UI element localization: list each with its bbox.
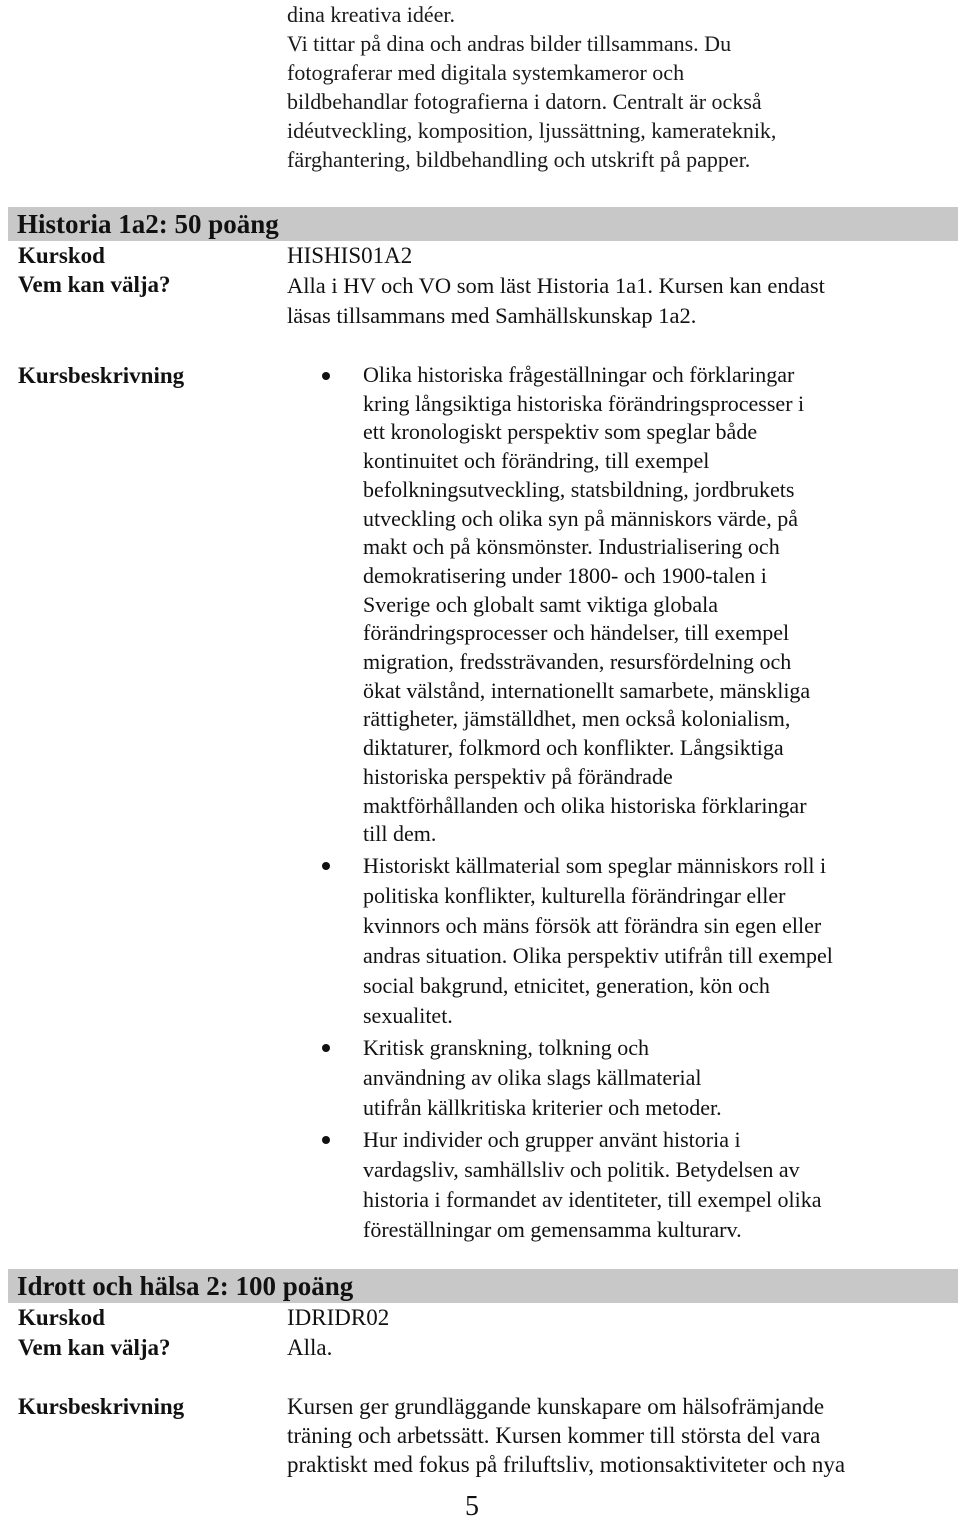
list-line: vardagsliv, samhällsliv och politik. Betydelsen av (363, 1156, 800, 1182)
kurskod-label: Kurskod (18, 1305, 105, 1330)
intro-line: fotograferar med digitala systemkameror och (287, 60, 685, 85)
page-number: 5 (465, 1491, 479, 1522)
list-line: ökat välstånd, internationellt samarbete, mänskliga (363, 677, 811, 703)
list-line: rättigheter, jämställdhet, men också kolonialism, (363, 706, 791, 732)
kursbeskrivning-label: Kursbeskrivning (18, 363, 185, 388)
vem-kan-valja-label: Vem kan välja? (18, 1335, 171, 1360)
course-heading-idrott: Idrott och hälsa 2: 100 poäng (8, 1269, 958, 1303)
intro-line: färghantering, bildbehandling och utskrift på papper. (287, 147, 751, 172)
description-line: praktiskt med fokus på friluftsliv, motionsaktiviteter och nya (287, 1452, 846, 1477)
list-line: Hur individer och grupper använt historia i (363, 1126, 741, 1152)
kurskod-value: IDRIDR02 (287, 1305, 390, 1330)
list-line: utifrån källkritiska kriterier och metoder. (363, 1094, 722, 1120)
list-line: Olika historiska frågeställningar och förklaringar (363, 362, 795, 387)
list-line: användning av olika slags källmaterial (363, 1064, 702, 1090)
list-line: andras situation. Olika perspektiv utifrån till exempel (363, 942, 833, 968)
bullet-icon (322, 862, 330, 870)
list-line: föreställningar om gemensamma kulturarv. (363, 1216, 742, 1242)
list-line: Historiskt källmaterial som speglar människors roll i (363, 852, 827, 878)
description-line: Kursen ger grundläggande kunskapare om hälsofrämjande (287, 1394, 825, 1419)
vem-kan-valja-value: Alla. (287, 1335, 333, 1360)
bullet-icon (322, 1044, 330, 1052)
vem-line: läsas tillsammans med Samhällskunskap 1a2. (287, 303, 697, 328)
list-item (318, 361, 958, 849)
vem-kan-valja-value (287, 271, 825, 331)
list-line: maktförhållanden och olika historiska förklaringar (363, 792, 807, 818)
intro-line: bildbehandlar fotografierna i datorn. Centralt är också (287, 89, 762, 114)
intro-line: dina kreativa idéer. (287, 2, 455, 27)
list-item (318, 851, 958, 1031)
list-line: till dem. (363, 821, 437, 847)
list-line: social bakgrund, etnicitet, generation, kön och (363, 972, 770, 998)
list-line: makt och på könsmönster. Industrialisering och (363, 534, 780, 560)
list-line: demokratisering under 1800- och 1900-talen i (363, 562, 767, 588)
description-line: träning och arbetssätt. Kursen kommer till största del vara (287, 1423, 821, 1448)
list-line: befolkningsutveckling, statsbildning, jordbrukets (363, 476, 795, 502)
list-line: politiska konflikter, kulturella förändringar eller (363, 882, 786, 908)
kursbeskrivning-list (318, 361, 958, 1245)
list-line: kontinuitet och förändring, till exempel (363, 448, 710, 474)
kurskod-value: HISHIS01A2 (287, 243, 413, 268)
vem-kan-valja-label: Vem kan välja? (18, 272, 171, 297)
list-line: historiska perspektiv på förändrade (363, 763, 673, 789)
list-line: ett kronologiskt perspektiv som speglar både (363, 419, 758, 445)
vem-line: Alla i HV och VO som läst Historia 1a1. Kursen kan endast (287, 273, 825, 298)
list-line: Kritisk granskning, tolkning och (363, 1034, 649, 1060)
kurskod-label: Kurskod (18, 243, 105, 268)
list-item (318, 1125, 958, 1245)
kursbeskrivning-text (287, 1392, 845, 1479)
intro-paragraph (287, 0, 776, 174)
bullet-icon (322, 372, 330, 380)
intro-line: Vi tittar på dina och andras bilder tillsammans. Du (287, 31, 732, 56)
list-line: Sverige och globalt samt viktiga globala (363, 591, 718, 617)
list-line: kvinnors och mäns försök att förändra sin egen eller (363, 912, 822, 938)
intro-line: idéutveckling, komposition, ljussättning, kamerateknik, (287, 118, 777, 143)
list-line: utveckling och olika syn på människors värde, på (363, 505, 799, 531)
list-item (318, 1033, 958, 1123)
list-line: migration, fredssträvanden, resursfördelning och (363, 649, 792, 675)
bullet-icon (322, 1136, 330, 1144)
course-heading-historia: Historia 1a2: 50 poäng (8, 207, 958, 241)
list-line: diktaturer, folkmord och konflikter. Långsiktiga (363, 735, 784, 761)
list-line: sexualitet. (363, 1002, 453, 1028)
list-line: historia i formandet av identiteter, till exempel olika (363, 1186, 822, 1212)
list-line: förändringsprocesser och händelser, till exempel (363, 620, 790, 646)
list-line: kring långsiktiga historiska förändringsprocesser i (363, 390, 805, 416)
kursbeskrivning-label: Kursbeskrivning (18, 1394, 185, 1419)
